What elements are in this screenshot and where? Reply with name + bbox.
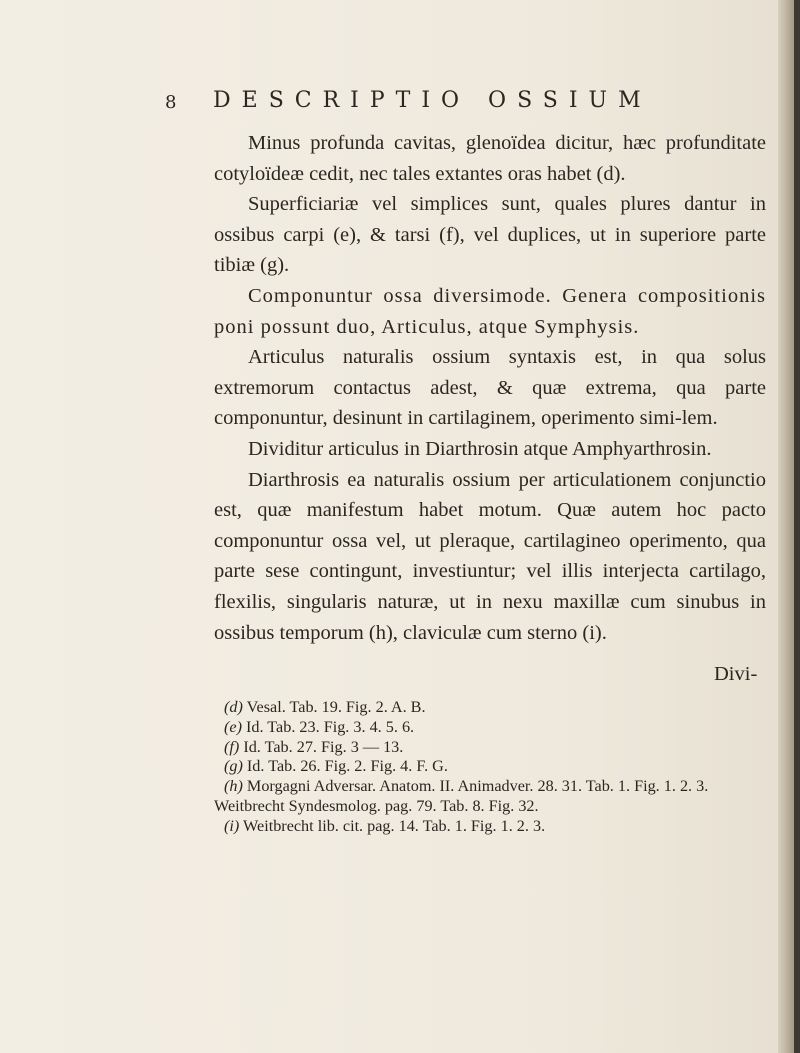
footnote-text: Id. Tab. 23. Fig. 3. 4. 5. 6. (246, 717, 415, 736)
footnote-text: Vesal. Tab. 19. Fig. 2. A. B. (246, 698, 426, 716)
footnote-text: Id. Tab. 27. Fig. 3 — 13. (243, 737, 404, 756)
catchword: Divi- (714, 663, 758, 685)
footnote (224, 738, 772, 758)
footnote (214, 777, 772, 817)
footnote-mark: (d) (224, 698, 243, 716)
footnote-mark: (f) (224, 737, 240, 756)
footnotes (214, 698, 772, 837)
paragraph: Superficiariæ vel simplices sunt, quales plures dantur in ossibus carpi (e), & tarsi (f), vel duplices, ut in superiore parte tibiæ (g). (214, 193, 766, 277)
page-edge (794, 0, 800, 1053)
footnote (224, 698, 772, 718)
paragraph: Articulus naturalis ossium syntaxis est, in qua solus extremorum contactus adest, & quæ extrema, qua parte componuntur, desinunt in cartilaginem, operimento simi-lem. (214, 346, 766, 430)
page-number: 8 (165, 92, 177, 113)
running-title: DESCRIPTIO OSSIUM (213, 88, 652, 113)
footnote (224, 817, 772, 837)
footnote-text: Weitbrecht lib. cit. pag. 14. Tab. 1. Fig. 1. 2. 3. (243, 816, 546, 835)
main-text (214, 128, 766, 648)
paragraph: Componuntur ossa diversimode. Genera compositionis poni possunt duo, Articulus, atque Symphysis. (214, 284, 766, 338)
footnote-mark: (i) (224, 816, 240, 835)
footnote-mark: (g) (224, 757, 243, 776)
footnote (224, 757, 772, 777)
footnote-text: Morgagni Adversar. Anatom. II. Animadver. 28. 31. Tab. 1. Fig. 1. 2. 3. Weitbrecht Syndesmolog. pag. 79. Tab. 8. Fig. 32. (214, 777, 709, 815)
footnote-text: Id. Tab. 26. Fig. 2. Fig. 4. F. G. (246, 757, 448, 776)
paragraph: Dividitur articulus in Diarthrosin atque Amphyarthrosin. (248, 437, 712, 460)
footnote-mark: (h) (224, 777, 243, 796)
paragraph: Minus profunda cavitas, glenoïdea dicitur, hæc profunditate cotyloïdeæ cedit, nec tales extantes oras habet (d). (214, 132, 766, 185)
footnote (224, 718, 772, 738)
footnote-mark: (e) (224, 717, 242, 736)
paragraph: Diarthrosis ea naturalis ossium per articulationem conjunctio est, quæ manifestum habet motum. Quæ autem hoc pacto componuntur ossa vel, ut pleraque, cartilagineo operimento, qua parte sese contingunt, investiuntur; vel illis interjecta cartilago, flexilis, singularis naturæ, ut in nexu maxillæ cum sinubus in ossibus temporum (h), claviculæ cum sterno (i). (214, 468, 766, 644)
